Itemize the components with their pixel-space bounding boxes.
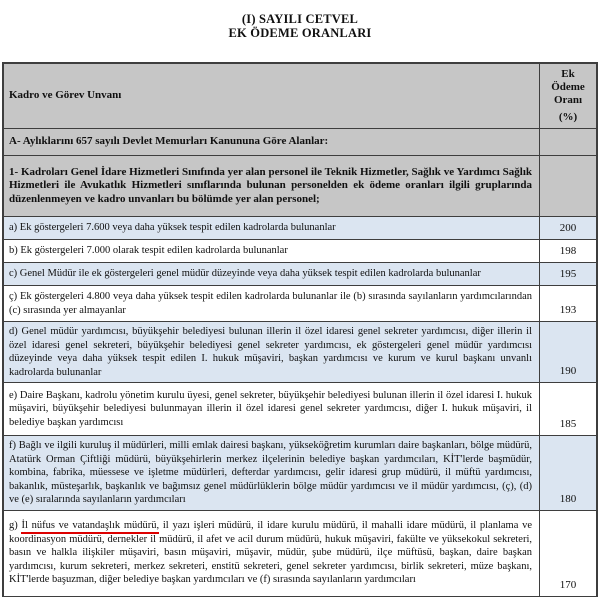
section-a-label: A- Aylıklarını 657 sayılı Devlet Memurları Kanununa Göre Alanlar: [9, 135, 329, 148]
table-row-d [4, 322, 596, 383]
header-rate-line-4: (%) [558, 111, 578, 123]
header-rate-line-2: Ödeme [551, 81, 585, 93]
title-line-1: (I) SAYILI CETVEL [241, 12, 359, 26]
red-underline-annotation: İl nüfus ve vatandaşlık müdürü, [21, 520, 159, 534]
table-row-b [4, 240, 596, 263]
section-1-value [539, 156, 596, 216]
header-title-text: Kadro ve Görev Unvanı [9, 89, 122, 102]
row-c-value: 195 [539, 263, 596, 285]
row-d-label: d) Genel müdür yardımcısı, büyükşehir belediyesi bulunan illerin il özel idaresi genel sekreter yardımcısı, diğer illerin il özel idaresi genel sekreteri, büyükşehir belediyesi genel sekreter yardımcısı, ek göstergeleri genel müdür yardımcısı düzeyinde veya daha yüksek tespit edilen I. hukuk müşaviri, başkan yardımcısı ve kurum ve kurul başkanı unvanlı kadrolarda bulunanlar [9, 326, 532, 378]
row-f-label: f) Bağlı ve ilgili kuruluş il müdürleri, milli emlak dairesi başkanı, yükseköğretim kurumları daire başkanları, bölge müdürü, Atatürk Orman Çiftliği müdürü, büyükşehirlerin merkez ilçelerinin belediye başkan yardımcıları, KİT'lerde başmüdür, kombina, fabrika, müessese ve işletme müdürleri, defterdar yardımcısı, gelir idaresi grup müdürü, il müftü yardımcısı, bakanlık, müsteşarlık, başkanlık ve bağımsız genel müdürlüklerin bölge müdür yardımcısı ve il müdür yardımcısı, (ç), (d) ve (e) sıralarında sayılanların yardımcıları [9, 440, 532, 505]
row-cc-value: 193 [539, 286, 596, 321]
header-title-cell [4, 64, 539, 128]
section-row-1 [4, 156, 596, 217]
document-title-block [0, 0, 600, 40]
row-c-label: c) Genel Müdür ile ek göstergeleri genel müdür düzeyinde veya daha yüksek tespit edilen kadrolarda bulunanlar [9, 268, 481, 280]
row-e-value: 185 [539, 383, 596, 435]
row-g-rest: il yazı işleri müdürü, il idare kurulu müdürü, il mahalli idare müdürü, il planlama ve koordinasyon müdürü, dernekler il müdürü, il afet ve acil durum müdürü, hukuk müşaviri, fakülte ve yüksekokul sekreteri, basın ve halkla ilişkiler müşaviri, basın müşaviri, müşavir, müdür, şube müdürü, ilçe müftüsü, başkan, daire başkan yardımcısı, kurum sekreteri, merkez sekreteri, enstitü sekreteri, genel sekreter yardımcısı, birlik sekreteri, müze başkanı, KİT'lerde başuzman, diğer belediye başkan yardımcıları ve (f) sırasında sayılanların yardımcıları [9, 520, 532, 586]
table-row-e [4, 383, 596, 436]
row-d-value: 190 [539, 322, 596, 382]
header-rate-cell [539, 64, 596, 128]
row-a-value: 200 [539, 217, 596, 239]
table-row-g [4, 511, 596, 597]
section-row-a [4, 129, 596, 156]
header-rate-line-3: Oranı [553, 94, 583, 106]
title-line-2: EK ÖDEME ORANLARI [228, 26, 372, 40]
row-f-value: 180 [539, 436, 596, 510]
table-header-row [4, 64, 596, 129]
row-cc-label: ç) Ek göstergeleri 4.800 veya daha yüksek tespit edilen kadrolarda bulunanlar ile (b) sırasında sayılanların yardımcılarından (c) sırasında yer almayanlar [9, 291, 532, 316]
section-1-label: 1- Kadroları Genel İdare Hizmetleri Sınıfında yer alan personel ile Teknik Hizmetler, Sağlık ve Yardımcı Sağlık Hizmetleri ile Avukatlık Hizmetleri sınıflarında bulunan personelden ek ödeme oranları ilgili gruplarında düzenlenmeyen ve kadro unvanları bu bölümde yer alan personel; [9, 165, 532, 205]
table-row-a [4, 217, 596, 240]
table-row-f [4, 436, 596, 511]
row-a-label: a) Ek göstergeleri 7.600 veya daha yüksek tespit edilen kadrolarda bulunanlar [9, 222, 336, 234]
row-g-label [4, 511, 539, 596]
table-row-cc [4, 286, 596, 322]
payment-rates-table [2, 62, 598, 597]
header-rate-line-1: Ek [561, 68, 575, 80]
row-b-value: 198 [539, 240, 596, 262]
row-b-label: b) Ek göstergeleri 7.000 olarak tespit edilen kadrolarda bulunanlar [9, 245, 288, 257]
row-e-label: e) Daire Başkanı, kadrolu yönetim kurulu üyesi, genel sekreter, büyükşehir belediyesi bulunan illerin il özel idaresi I. hukuk müşaviri, büyükşehir belediyesi bulunmayan illerin il özel idaresi genel sekreter yardımcısı, diğer I. hukuk müşaviri, il belediye başkan yardımcısı [9, 389, 532, 428]
table-row-c [4, 263, 596, 286]
row-g-prefix: g) [9, 520, 22, 532]
row-g-value: 170 [539, 511, 596, 596]
section-a-value [539, 129, 596, 155]
